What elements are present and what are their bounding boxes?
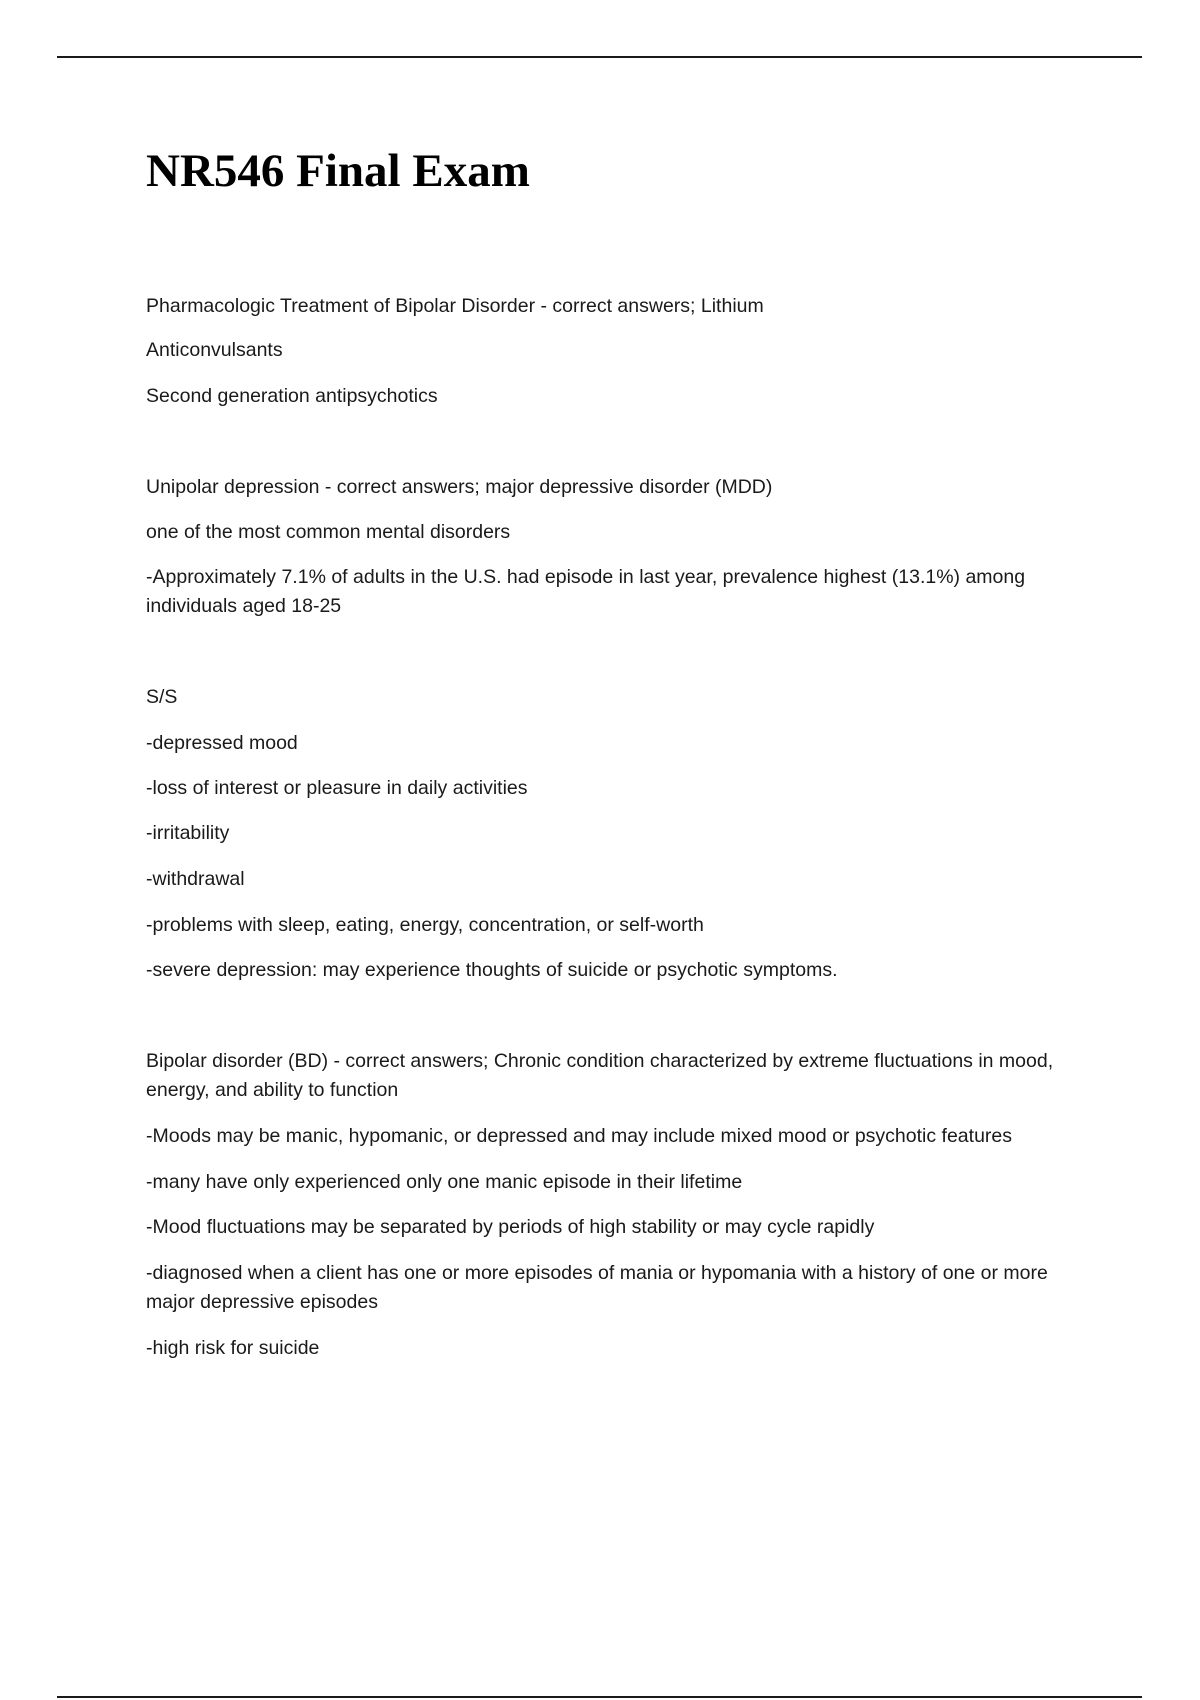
- section-4-line-4: -Mood fluctuations may be separated by periods of high stability or may cycle rapidly: [146, 1216, 875, 1238]
- bottom-rule: [57, 1696, 1142, 1698]
- section-3-line-6: -problems with sleep, eating, energy, concentration, or self-worth: [146, 914, 704, 936]
- section-3-line-3: -loss of interest or pleasure in daily activities: [146, 777, 528, 799]
- section-1-line-1: Pharmacologic Treatment of Bipolar Disorder - correct answers; Lithium: [146, 295, 764, 317]
- section-3-line-4: -irritability: [146, 822, 230, 844]
- top-rule: [57, 56, 1142, 58]
- section-4-line-3: -many have only experienced only one manic episode in their lifetime: [146, 1171, 743, 1193]
- document-title: NR546 Final Exam: [146, 145, 530, 197]
- section-4-line-1: Bipolar disorder (BD) - correct answers; Chronic condition characterized by extreme fluctuations in mood, energy, and ability to function: [146, 1050, 1054, 1101]
- section-4-line-6: -high risk for suicide: [146, 1337, 320, 1359]
- section-2-line-1: Unipolar depression - correct answers; major depressive disorder (MDD): [146, 476, 773, 498]
- section-2-line-2: one of the most common mental disorders: [146, 521, 511, 543]
- section-3-line-1: S/S: [146, 686, 178, 708]
- section-2-line-3: -Approximately 7.1% of adults in the U.S. had episode in last year, prevalence highest (13.1%) among individuals aged 18-25: [146, 566, 1026, 617]
- section-3-line-7: -severe depression: may experience thoughts of suicide or psychotic symptoms.: [146, 959, 838, 981]
- section-4-line-5: -diagnosed when a client has one or more episodes of mania or hypomania with a history of one or more major depressive episodes: [146, 1262, 1048, 1313]
- section-1-line-3: Second generation antipsychotics: [146, 385, 438, 407]
- section-3-line-5: -withdrawal: [146, 868, 245, 890]
- section-3-line-2: -depressed mood: [146, 732, 298, 754]
- section-1-line-2: Anticonvulsants: [146, 339, 283, 361]
- section-4-line-2: -Moods may be manic, hypomanic, or depressed and may include mixed mood or psychotic features: [146, 1125, 1012, 1147]
